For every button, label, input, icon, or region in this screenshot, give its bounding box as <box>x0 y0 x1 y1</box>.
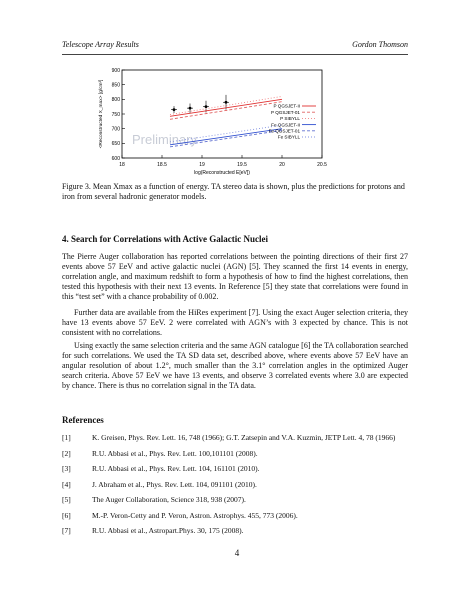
reference-item <box>62 480 408 490</box>
reference-text: R.U. Abbasi et al., Phys. Rev. Lett. 104, 161101 (2010). <box>92 464 260 473</box>
reference-number: [3] <box>62 464 71 473</box>
reference-item <box>62 511 408 521</box>
legend-label: P QGSJET-01 <box>270 109 300 115</box>
x-tick-label: 19.5 <box>237 162 247 168</box>
reference-text: R.U. Abbasi et al., Astropart.Phys. 30, 175 (2008). <box>92 526 244 535</box>
reference-item <box>62 495 408 505</box>
y-tick-label: 900 <box>111 67 120 74</box>
y-tick-label: 650 <box>111 141 120 148</box>
header-author: Gordon Thomson <box>352 40 408 49</box>
reference-text: K. Greisen, Phys. Rev. Lett. 16, 748 (1966); G.T. Zatsepin and V.A. Kuzmin, JETP Lett. 4, 78 (1966) <box>92 433 396 442</box>
watermark: Preliminary <box>132 132 198 147</box>
header-title: Telescope Array Results <box>62 40 139 49</box>
reference-item <box>62 433 408 443</box>
x-tick-label: 19 <box>199 162 205 168</box>
data-point <box>225 101 228 104</box>
paragraph-1: The Pierre Auger collaboration has reported correlations between the pointing directions of their first 27 events above 57 EeV and active galactic nuclei (AGN) [5]. They scanned the first 14 events in energy, correlation angle, and maximum redshift to form a hypothesis of how to find the highest correlations, then tested this hypothesis with their next 13 events. In Reference [5] they state that correlations were found in this “test set” with a chance probability of 0.002. <box>62 252 408 301</box>
data-point <box>189 107 192 110</box>
y-tick-label: 850 <box>111 82 120 89</box>
legend-label: P QGSJET-II <box>273 103 300 109</box>
running-header <box>62 40 408 52</box>
y-tick-label: 700 <box>111 126 120 133</box>
y-tick-label: 750 <box>111 111 120 118</box>
x-tick-label: 18 <box>119 162 125 168</box>
reference-list <box>62 433 408 542</box>
reference-text: M.-P. Veron-Cetty and P. Veron, Astron. Astrophys. 455, 773 (2006). <box>92 510 298 520</box>
x-axis-label: log(Reconstructed E[eV]) <box>194 170 250 176</box>
data-point <box>173 108 176 111</box>
reference-number: [1] <box>62 433 71 442</box>
reference-item <box>62 464 408 474</box>
section-heading: 4. Search for Correlations with Active Galactic Nuclei <box>62 234 268 244</box>
legend-label: Fe SIBYLL <box>277 134 300 140</box>
figure-caption: Figure 3. Mean Xmax as a function of energy. TA stereo data is shown, plus the predictions for protons and iron from several hadronic generator models. <box>62 182 405 201</box>
reference-text: J. Abraham et al., Phys. Rev. Lett. 104, 091101 (2010). <box>92 479 257 489</box>
y-axis-label: <Reconstructed X_max> [g/cm²] <box>99 79 104 149</box>
reference-text: R.U. Abbasi et al., Phys. Rev. Lett. 100,101101 (2008). <box>92 448 258 458</box>
references-heading: References <box>62 415 104 425</box>
reference-number: [2] <box>62 448 71 458</box>
xmax-chart <box>78 66 358 188</box>
reference-number: [6] <box>62 510 71 520</box>
x-tick-label: 18.5 <box>157 162 167 168</box>
paragraph-2: Further data are available from the HiRes experiment [7]. Using the exact Auger selection criteria, they have 13 events above 57 EeV. 2 were correlated with AGN’s with 3 expected by chance. This is not consistent with no correlations. <box>62 308 408 337</box>
paragraph-3: Using exactly the same selection criteria and the same AGN catalogue [6] the TA collaboration searched for such correlations. We used the TA SD data set, described above, where events above 57 EeV have an angular resolution of about 1.2°, much smaller than the 3.1° correlation angles in the optimized Auger search criteria. Above 57 EeV we have 13 events, and observe 3 correlated events where 3.0 are expected by chance. There is thus no correlation signal in the TA data. <box>62 341 408 390</box>
header-rule <box>62 54 408 55</box>
reference-item <box>62 526 408 536</box>
figure-xmax-chart <box>78 66 358 188</box>
reference-item <box>62 449 408 459</box>
reference-number: [5] <box>62 495 71 504</box>
legend-label: P SIBYLL <box>280 116 300 122</box>
reference-number: [4] <box>62 479 71 489</box>
reference-text: The Auger Collaboration, Science 318, 938 (2007). <box>92 495 246 504</box>
legend-label: Fe QGSJET-01 <box>268 128 300 134</box>
legend-label: Fe QGSJET-II <box>271 122 300 128</box>
data-point <box>205 105 208 108</box>
y-tick-label: 800 <box>111 97 120 104</box>
reference-number: [7] <box>62 526 71 535</box>
y-tick-label: 600 <box>111 155 120 162</box>
x-tick-label: 20 <box>279 162 285 168</box>
x-tick-label: 20.5 <box>317 162 327 168</box>
page-number: 4 <box>234 548 240 558</box>
